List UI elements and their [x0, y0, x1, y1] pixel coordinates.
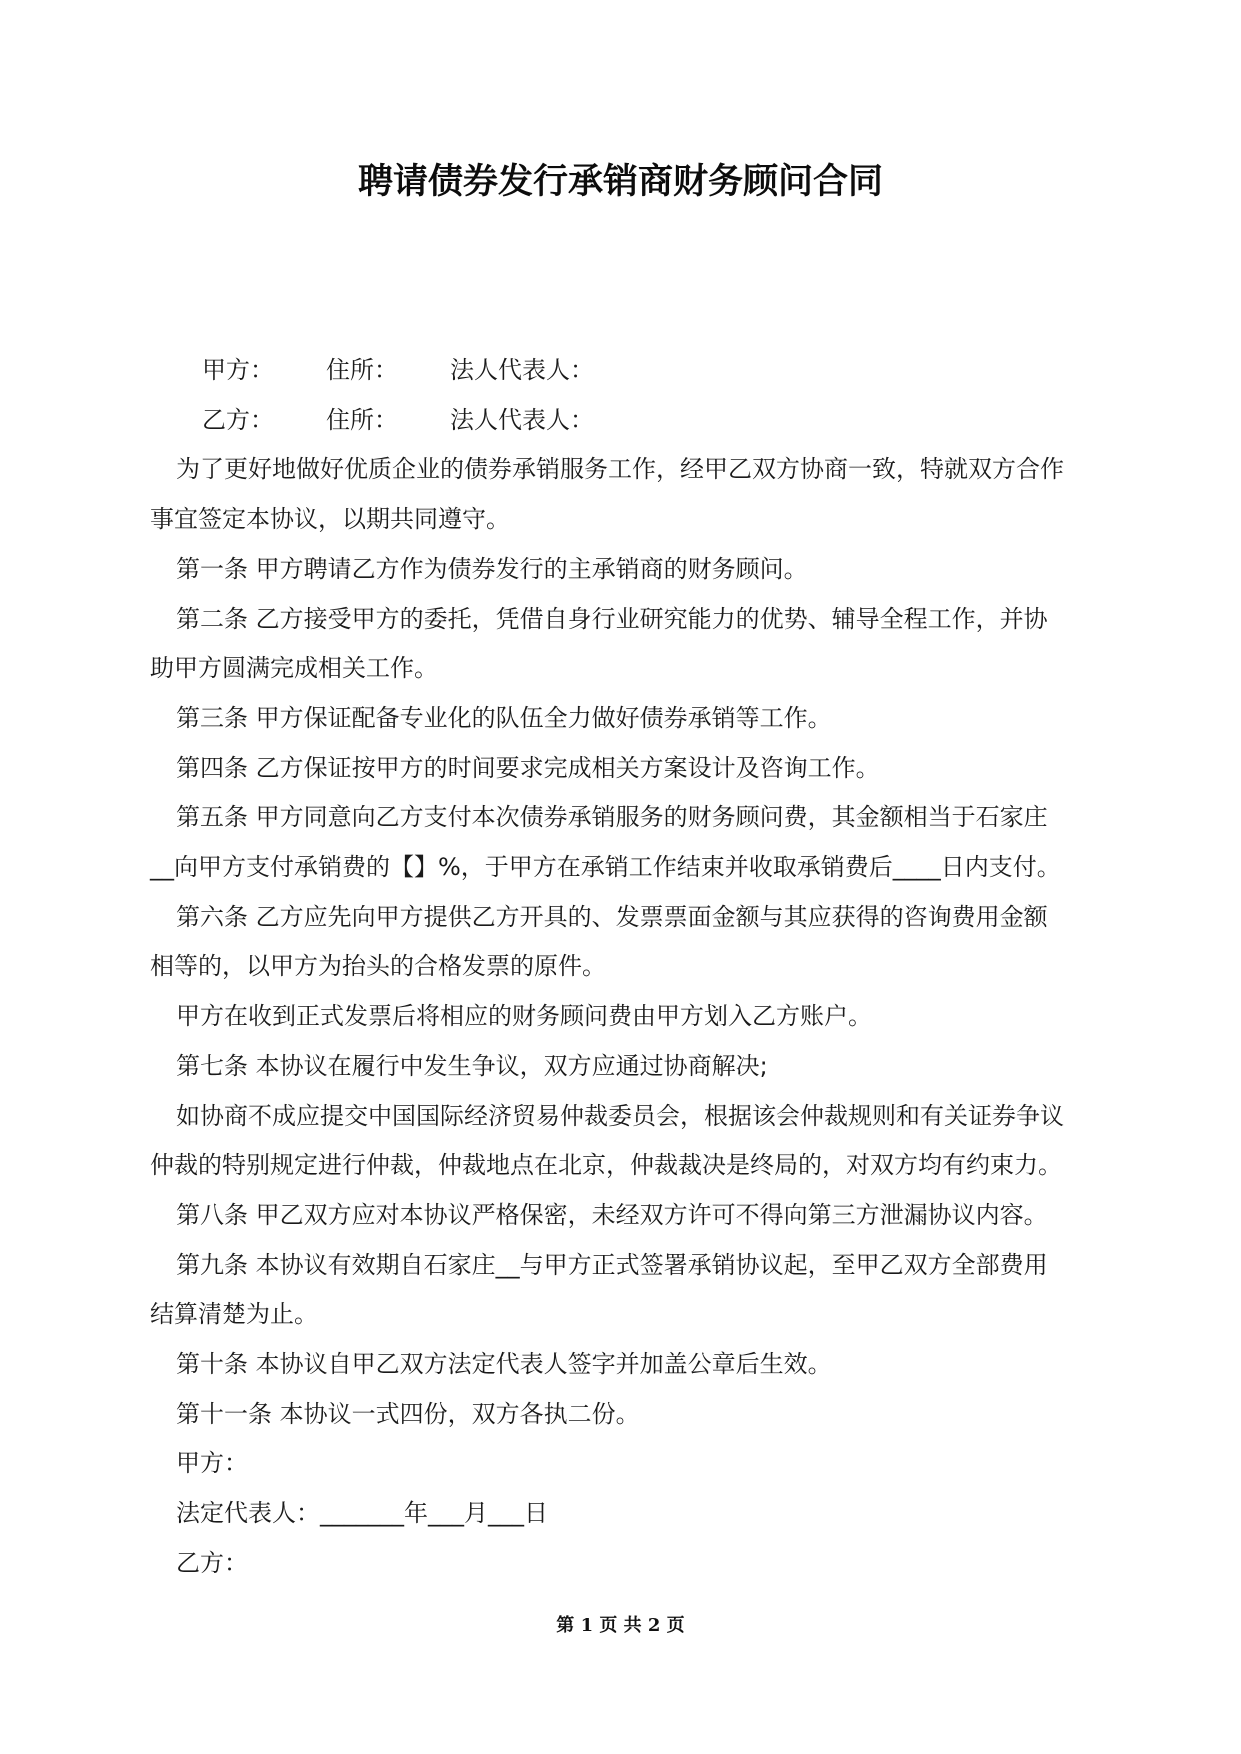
- party-a-rep-label: 法人代表人：: [450, 356, 594, 384]
- paragraph-line: 第二条 乙方接受甲方的委托，凭借自身行业研究能力的优势、辅导全程工作，并协: [176, 604, 1048, 633]
- paragraph-line: 如协商不成应提交中国国际经济贸易仲裁委员会，根据该会仲裁规则和有关证券争议: [176, 1101, 1064, 1130]
- document-body: [150, 346, 1090, 1589]
- clause-7-arbitration: [150, 1092, 1090, 1191]
- clause-2: [150, 595, 1090, 694]
- party-b-rep-label: 法人代表人：: [450, 405, 594, 434]
- party-b-header: [150, 396, 1090, 446]
- party-a-header: [150, 346, 1090, 396]
- page-number-footer: 第 1 页 共 2 页: [556, 1615, 685, 1636]
- paragraph-line: 第五条 甲方同意向乙方支付本次债券承销服务的财务顾问费，其金额相当于石家庄: [176, 803, 1048, 832]
- clause-7: 第七条 本协议在履行中发生争议，双方应通过协商解决;: [176, 1051, 768, 1080]
- clause-8: 第八条 甲乙双方应对本协议严格保密，未经双方许可不得向第三方泄漏协议内容。: [176, 1200, 1048, 1229]
- signature-party-a: 甲方：: [176, 1449, 248, 1478]
- clause-9: [150, 1241, 1090, 1340]
- paragraph-line: 第九条 本协议有效期自石家庄__与甲方正式签署承销协议起，至甲乙双方全部费用: [176, 1250, 1048, 1279]
- paragraph-line: 第六条 乙方应先向甲方提供乙方开具的、发票票面金额与其应获得的咨询费用金额: [176, 902, 1048, 931]
- signature-legal-rep-date: 法定代表人：_______年___月___日: [176, 1499, 548, 1528]
- clause-5: [150, 793, 1090, 892]
- paragraph-preamble: [150, 445, 1090, 544]
- paragraph-line: 事宜签定本协议，以期共同遵守。: [150, 505, 510, 534]
- document-title: 聘请债券发行承销商财务顾问合同: [357, 162, 883, 202]
- party-a-label: 甲方：: [202, 356, 274, 384]
- paragraph-line: 相等的，以甲方为抬头的合格发票的原件。: [150, 952, 606, 981]
- clause-1: 第一条 甲方聘请乙方作为债券发行的主承销商的财务顾问。: [176, 554, 808, 583]
- party-a-address-label: 住所：: [326, 356, 398, 384]
- paragraph-line: 仲裁的特别规定进行仲裁，仲裁地点在北京，仲裁裁决是终局的，对双方均有约束力。: [150, 1151, 1062, 1180]
- clause-6-payment: 甲方在收到正式发票后将相应的财务顾问费由甲方划入乙方账户。: [176, 1002, 872, 1031]
- party-b-label: 乙方：: [202, 405, 274, 434]
- paragraph-line: __向甲方支付承销费的【】%，于甲方在承销工作结束并收取承销费后____日内支付。: [150, 853, 1061, 882]
- paragraph-line: 为了更好地做好优质企业的债券承销服务工作，经甲乙双方协商一致，特就双方合作: [176, 455, 1064, 484]
- clause-3: 第三条 甲方保证配备专业化的队伍全力做好债券承销等工作。: [176, 703, 832, 732]
- clause-4: 第四条 乙方保证按甲方的时间要求完成相关方案设计及咨询工作。: [176, 753, 880, 782]
- party-b-address-label: 住所：: [326, 405, 398, 434]
- clause-10: 第十条 本协议自甲乙双方法定代表人签字并加盖公章后生效。: [176, 1350, 832, 1379]
- paragraph-line: 助甲方圆满完成相关工作。: [150, 654, 438, 683]
- clause-6: [150, 893, 1090, 992]
- signature-party-b: 乙方：: [176, 1548, 248, 1577]
- clause-11: 第十一条 本协议一式四份，双方各执二份。: [176, 1399, 640, 1428]
- paragraph-line: 结算清楚为止。: [150, 1300, 318, 1329]
